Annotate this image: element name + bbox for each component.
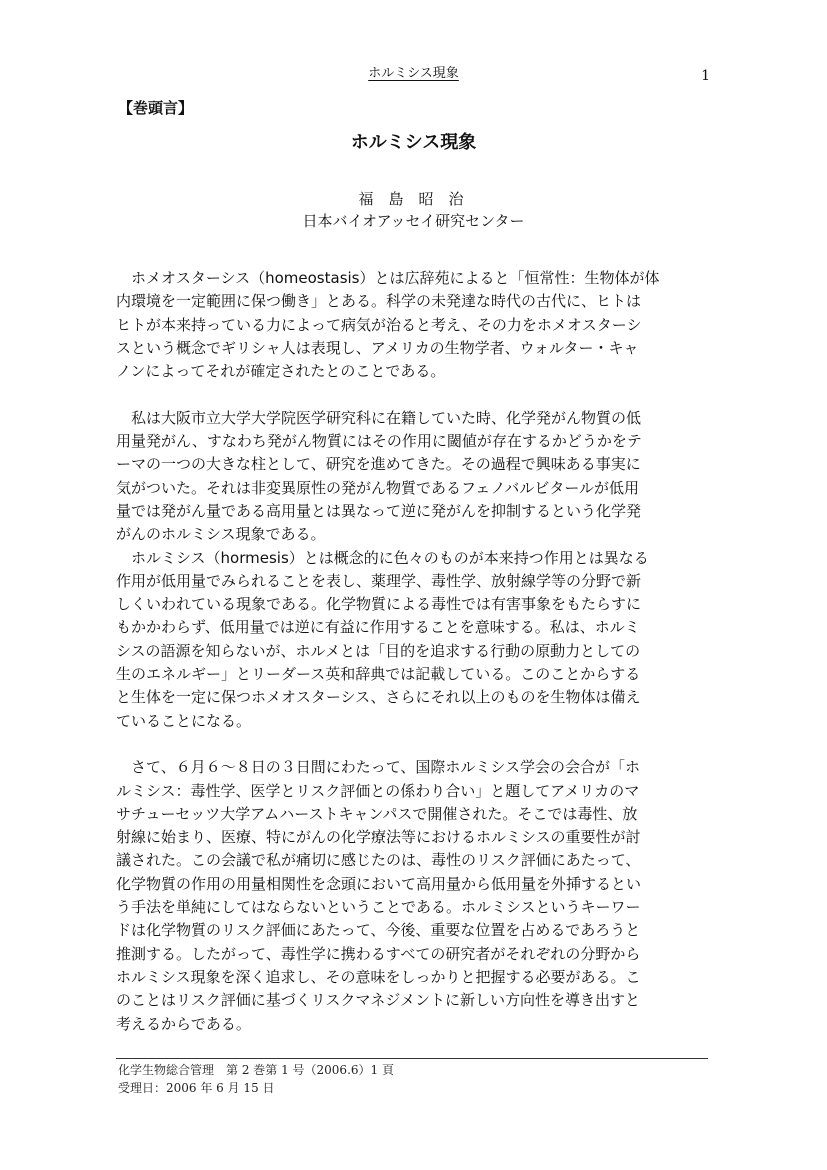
text-line: う手法を単純にしてはならないということである。ホルミシスというキーワー [116,898,641,917]
text-line: ドは化学物質のリスク評価にあたって、今後、重要な位置を占めるであろうと [116,921,641,940]
text-line: 気がついた。それは非変異原性の発がん物質であるフェノバルビタールが低用 [116,478,640,497]
text-line: ホルミシス現象を深く追求し、その意味をしっかりと把握する必要がある。こ [116,967,641,986]
text-line: 射線に始まり、医療、特にがんの化学療法等におけるホルミシスの重要性が討 [116,828,641,847]
page-number: 1 [701,68,710,84]
footer-divider [116,1058,708,1059]
paragraph-gap [116,733,712,756]
text-line: のことはリスク評価に基づくリスクマネジメントに新しい方向性を導き出すと [116,991,640,1010]
footer-citation: 化学生物総合管理 第 2 巻第 1 号（2006.6）1 頁 [118,1063,394,1077]
section-label: 【巻頭言】 [118,99,194,117]
paragraph-gap [116,383,712,406]
text-line: シスの語源を知らないが、ホルメとは「目的を追求する行動の原動力としての [116,641,641,660]
text-line: 議された。この会議で私が痛切に感じたのは、毒性のリスク評価にあたって、 [116,851,641,870]
author-affiliation: 日本バイオアッセイ研究センター [302,212,525,230]
text-line: サチューセッツ大学アムハーストキャンパスで開催された。そこでは毒性、放 [116,804,638,823]
article-title: ホルミシス現象 [350,132,477,153]
text-line: ていることになる。 [116,711,252,730]
author-name: 福島昭治 [358,190,479,208]
text-line: 内環境を一定範囲に保つ働き」とある。科学の未発達な時代の古代に、ヒトは [116,292,642,311]
text-line: 私は大阪市立大学大学院医学研究科に在籍していた時、化学発がん物質の低 [116,408,642,427]
text-line: 推測する。したがって、毒性学に携わるすべての研究者がそれぞれの分野から [116,944,641,963]
text-line: しくいわれている現象である。化学物質による毒性では有害事象をもたらすに [116,595,642,614]
text-line: ーマの一つの大きな柱として、研究を進めてきた。その過程で興味ある事実に [116,455,641,474]
text-line: スという概念でギリシャ人は表現し、アメリカの生物学者、ウォルター・キャ [116,338,639,357]
text-line: もかかわらず、低用量では逆に有益に作用することを意味する。私は、ホルミ [116,618,640,637]
text-line: ホルミシス（hormesis）とは概念的に色々のものが本来持つ作用とは異なる [116,548,649,567]
article-body [116,267,712,1036]
running-header-title: ホルミシス現象 [368,66,459,81]
text-line: と生体を一定に保つホメオスターシス、さらにそれ以上のものを生物体は備え [116,688,641,707]
text-line: さて、６月６～８日の３日間にわたって、国際ホルミシス学会の会合が「ホ [116,758,640,777]
text-line: 化学物質の作用の用量相関性を念頭において高用量から低用量を外挿するとい [116,874,642,893]
footer-received-date: 受理日：2006 年 6 月 15 日 [118,1081,275,1095]
text-line: 作用が低用量でみられることを表し、薬理学、毒性学、放射線学等の分野で新 [116,571,642,590]
text-line: 用量発がん、すなわち発がん物質にはその作用に閾値が存在するかどうかをテ [116,432,642,451]
text-line: ヒトが本来持っている力によって病気が治ると考え、その力をホメオスターシ [116,315,642,334]
text-line: がんのホルミシス現象である。 [116,525,326,544]
paragraph-1 [116,267,712,383]
text-line: ホメオスターシス（homeostasis）とは広辞苑によると「恒常性：生物体が体 [116,269,660,287]
paragraph-4 [116,756,712,1036]
text-line: 量では発がん量である高用量とは異なって逆に発がんを抑制するという化学発 [116,501,642,520]
paragraph-2 [116,407,712,547]
text-line: 考えるからである。 [116,1014,251,1033]
paragraph-3 [116,547,712,733]
text-line: ノンによってそれが確定されたとのことである。 [116,362,446,381]
text-line: ルミシス：毒性学、医学とリスク評価との係わり合い」と題してアメリカのマ [116,781,640,800]
text-line: 生のエネルギー」とリーダース英和辞典では記載している。このことからする [116,665,641,684]
